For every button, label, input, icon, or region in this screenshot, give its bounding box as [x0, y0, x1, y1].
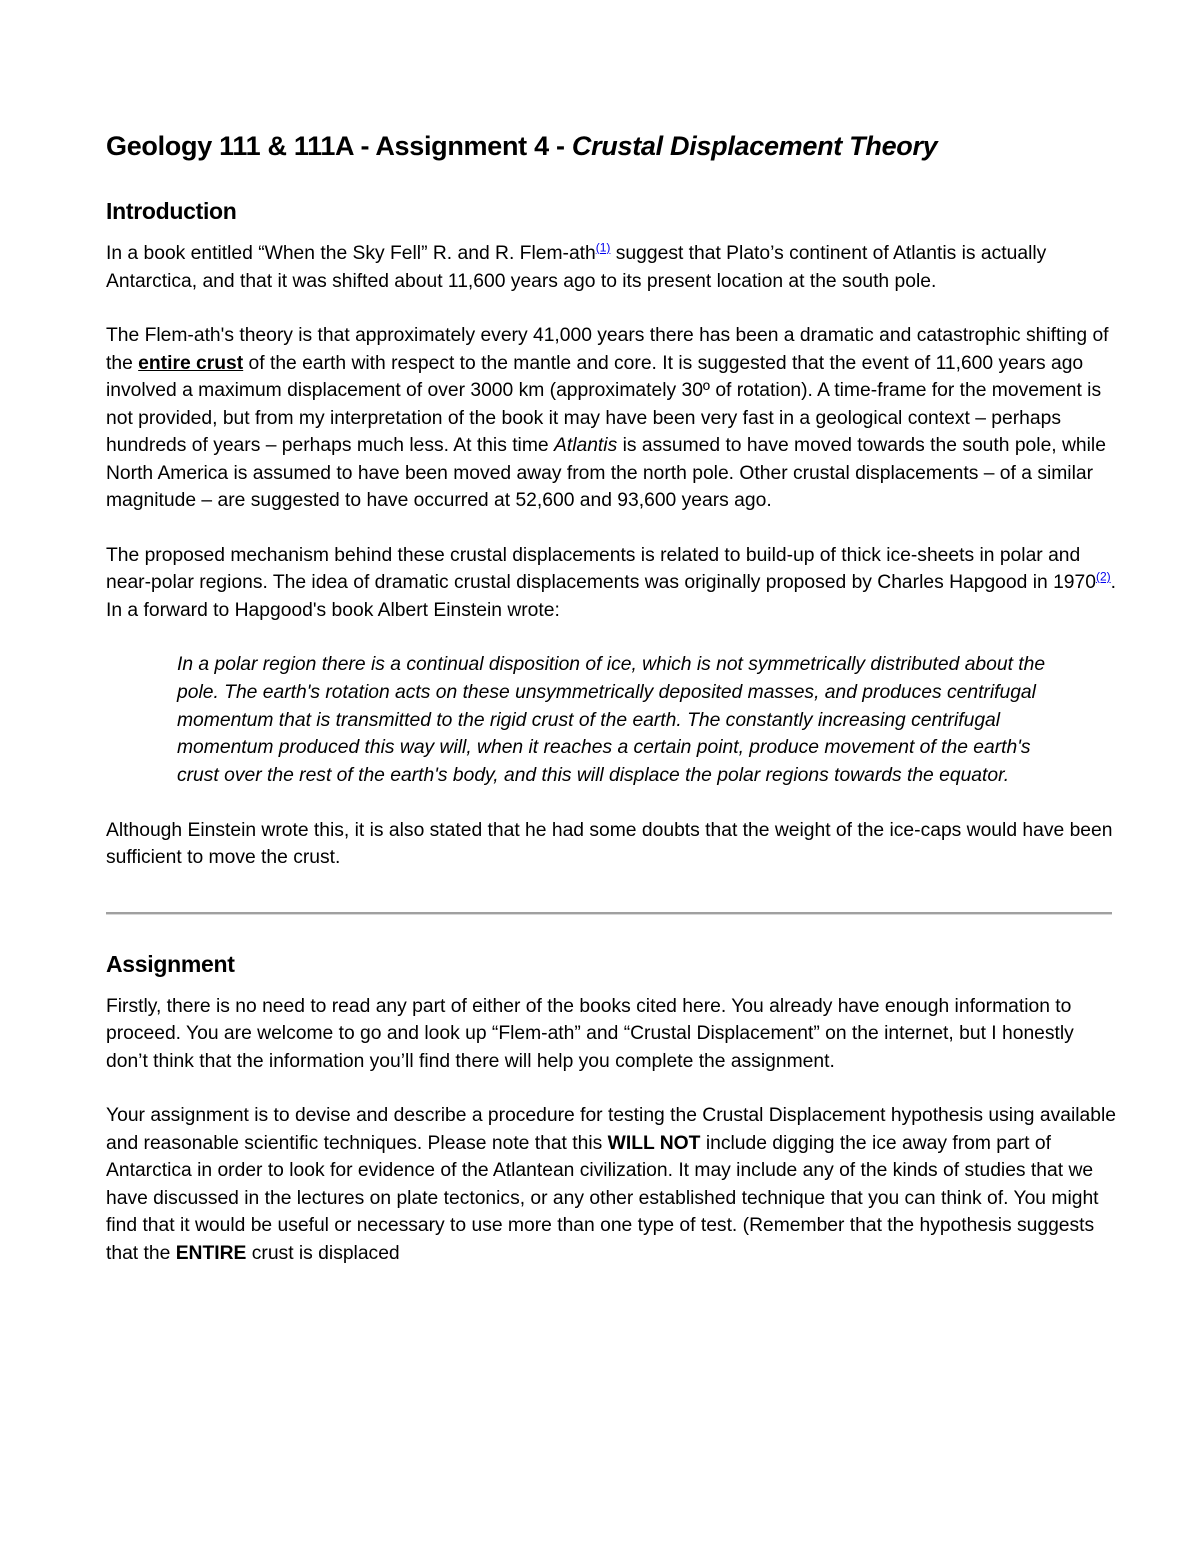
entire-emphasis: ENTIRE: [175, 1242, 247, 1264]
title-main: Geology 111 & 111A - Assignment 4 -: [106, 131, 572, 161]
intro-p1-text-b: suggest that Plato’s continent of Atlantis is actually Antarctica, and that it was shifted about 11,600 years ago to its present location at the south pole.: [106, 243, 1047, 292]
intro-p2-text-c: is assumed to have moved towards the south pole, while North America is assumed to have been moved away from the north pole. Other crustal displacements – of a similar magnitude – are suggested to have occurred at 52,600 and 93,600 years ago.: [106, 435, 1106, 511]
assignment-paragraph-1: Firstly, there is no need to read any part of either of the books cited here. You already have enough information to proceed. You are welcome to go and look up “Flem-ath” and “Crustal Displacement” on the internet, but I honestly don’t think that the information you’ll find there will help you complete the assignment.: [106, 995, 1074, 1072]
document-page: [106, 126, 1116, 1294]
assignment-heading: Assignment: [106, 950, 235, 977]
intro-p1-text-a: In a book entitled “When the Sky Fell” R. and R. Flem-ath: [106, 243, 596, 264]
intro-p2-text-a: The Flem-ath's theory is that approximately every 41,000 years there has been a dramatic and catastrophic shifting of the: [106, 325, 1109, 374]
footnote-link-2[interactable]: (2): [1095, 569, 1111, 584]
intro-p2-text-b: of the earth with respect to the mantle and core. It is suggested that the event of 11,600 years ago involved a maximum displacement of over 3000 km (approximately 30º of rotation). A time-frame for the movement is not provided, but from my interpretation of the book it may have been very fast in a geological context – perhaps hundreds of years – perhaps much less. At this time: [106, 352, 1102, 456]
intro-p3-text-a: The proposed mechanism behind these crustal displacements is related to build-up of thick ice-sheets in polar and near-polar regions. The idea of dramatic crustal displacements was originally proposed by Charles Hapgood in 1970: [106, 544, 1096, 593]
footnote-link-1[interactable]: (1): [595, 240, 611, 255]
atlantis-italic: Atlantis: [553, 435, 618, 456]
will-not-emphasis: WILL NOT: [607, 1132, 701, 1154]
intro-paragraph-2: [106, 322, 1116, 515]
assign-p2-text-a: Your assignment is to devise and describe a procedure for testing the Crustal Displacement hypothesis using available and reasonable scientific techniques. Please note that this: [106, 1105, 1116, 1154]
intro-paragraph-3: [106, 542, 1116, 625]
intro-paragraph-4: Although Einstein wrote this, it is also stated that he had some doubts that the weight of the ice-caps would have been sufficient to move the crust.: [106, 819, 1113, 869]
einstein-quote: In a polar region there is a continual disposition of ice, which is not symmetrically distributed about the pole. The earth's rotation acts on these unsymmetrically deposited masses, and produces centrifugal momentum that is transmitted to the rigid crust of the earth. The constantly increasing centrifugal momentum produced this way will, when it reaches a certain point, produce movement of the earth's crust over the rest of the earth's body, and this will displace the polar regions towards the equator.: [177, 654, 1046, 787]
entire-crust-emphasis: entire crust: [138, 352, 244, 374]
section-divider: [106, 912, 1112, 915]
title-italic: Crustal Displacement Theory: [571, 131, 938, 161]
assign-p2-text-c: crust is displaced: [246, 1242, 400, 1264]
assignment-paragraph-2: [106, 1102, 1116, 1267]
introduction-heading: Introduction: [106, 198, 237, 224]
intro-paragraph-1: [106, 240, 1116, 295]
intro-p3-text-b: . In a forward to Hapgood's book Albert Einstein wrote:: [106, 572, 1116, 621]
page-title: [106, 126, 1116, 166]
assign-p2-text-b: include digging the ice away from part of Antarctica in order to look for evidence of the Atlantean civilization. It may include any of the kinds of studies that we have discussed in the lectures on plate tectonics, or any other established technique that you can think of. You might find that it would be useful or necessary to use more than one type of test. (Remember that the hypothesis suggests that the: [106, 1132, 1099, 1264]
